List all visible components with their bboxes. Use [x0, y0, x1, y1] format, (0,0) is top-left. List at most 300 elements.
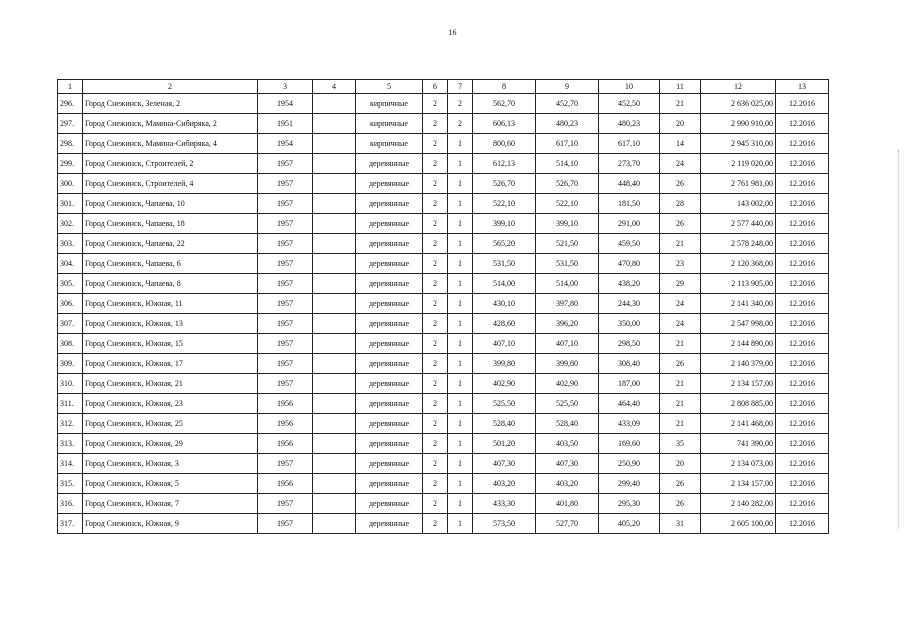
cell-entrances: 1	[448, 434, 473, 454]
table-row	[58, 174, 829, 194]
cell-address: Город Снежинск, Южная, 11	[83, 294, 258, 314]
cell-floors: 2	[423, 374, 448, 394]
cell-total-area: 407,30	[473, 454, 536, 474]
cell-total-area: 606,13	[473, 114, 536, 134]
cell-row-number: 296.	[58, 94, 83, 114]
cell-period: 12.2016	[776, 494, 829, 514]
cell-living-area: 521,50	[536, 234, 599, 254]
cell-period: 12.2016	[776, 414, 829, 434]
cell-row-number: 301.	[58, 194, 83, 214]
header-cell-row-number: 1	[58, 80, 83, 94]
cell-address: Город Снежинск, Мамина-Сибиряка, 4	[83, 134, 258, 154]
cell-entrances: 1	[448, 474, 473, 494]
cell-wall-material: деревянные	[356, 394, 423, 414]
table-row	[58, 454, 829, 474]
cell-wall-material: кирпичные	[356, 94, 423, 114]
cell-floors: 2	[423, 94, 448, 114]
table-row	[58, 274, 829, 294]
cell-total-area: 430,10	[473, 294, 536, 314]
cell-col-4	[313, 254, 356, 274]
cell-residential-area: 291,00	[599, 214, 660, 234]
cell-wall-material: деревянные	[356, 434, 423, 454]
header-cell-cost: 12	[701, 80, 776, 94]
cell-living-area: 528,40	[536, 414, 599, 434]
cell-living-area: 531,50	[536, 254, 599, 274]
cell-total-area: 402,90	[473, 374, 536, 394]
cell-col-4	[313, 174, 356, 194]
cell-entrances: 1	[448, 394, 473, 414]
cell-entrances: 1	[448, 494, 473, 514]
cell-year-built: 1956	[258, 394, 313, 414]
housing-register-table	[57, 79, 829, 534]
cell-residents: 21	[660, 374, 701, 394]
cell-floors: 2	[423, 174, 448, 194]
cell-address: Город Снежинск, Строителей, 2	[83, 154, 258, 174]
cell-cost: 2 141 340,00	[701, 294, 776, 314]
header-cell-wall-material: 5	[356, 80, 423, 94]
cell-period: 12.2016	[776, 234, 829, 254]
cell-residents: 24	[660, 314, 701, 334]
cell-address: Город Снежинск, Чапаева, 6	[83, 254, 258, 274]
cell-row-number: 308.	[58, 334, 83, 354]
cell-cost: 2 636 025,00	[701, 94, 776, 114]
cell-row-number: 305.	[58, 274, 83, 294]
cell-address: Город Снежинск, Зеленая, 2	[83, 94, 258, 114]
cell-wall-material: деревянные	[356, 294, 423, 314]
cell-cost: 2 808 885,00	[701, 394, 776, 414]
cell-cost: 741 390,00	[701, 434, 776, 454]
table-row	[58, 374, 829, 394]
cell-row-number: 310.	[58, 374, 83, 394]
table-row	[58, 414, 829, 434]
cell-row-number: 297.	[58, 114, 83, 134]
cell-wall-material: деревянные	[356, 494, 423, 514]
table-row	[58, 474, 829, 494]
cell-entrances: 1	[448, 374, 473, 394]
cell-residents: 20	[660, 454, 701, 474]
cell-floors: 2	[423, 194, 448, 214]
cell-living-area: 407,10	[536, 334, 599, 354]
cell-year-built: 1954	[258, 94, 313, 114]
cell-cost: 2 140 379,00	[701, 354, 776, 374]
cell-wall-material: деревянные	[356, 314, 423, 334]
cell-year-built: 1957	[258, 174, 313, 194]
cell-living-area: 397,80	[536, 294, 599, 314]
cell-entrances: 2	[448, 114, 473, 134]
cell-living-area: 402,90	[536, 374, 599, 394]
cell-residents: 21	[660, 234, 701, 254]
cell-living-area: 399,10	[536, 214, 599, 234]
cell-living-area: 527,70	[536, 514, 599, 534]
header-cell-year-built: 3	[258, 80, 313, 94]
cell-col-4	[313, 494, 356, 514]
cell-col-4	[313, 414, 356, 434]
cell-residents: 24	[660, 154, 701, 174]
cell-entrances: 1	[448, 134, 473, 154]
table-row	[58, 514, 829, 534]
cell-address: Город Снежинск, Чапаева, 18	[83, 214, 258, 234]
cell-address: Город Снежинск, Южная, 23	[83, 394, 258, 414]
header-cell-residential-area: 10	[599, 80, 660, 94]
cell-residents: 14	[660, 134, 701, 154]
cell-entrances: 1	[448, 274, 473, 294]
cell-wall-material: деревянные	[356, 414, 423, 434]
cell-cost: 2 113 905,00	[701, 274, 776, 294]
table-row	[58, 234, 829, 254]
cell-col-4	[313, 274, 356, 294]
cell-period: 12.2016	[776, 374, 829, 394]
cell-cost: 2 945 310,00	[701, 134, 776, 154]
cell-cost: 2 990 910,00	[701, 114, 776, 134]
cell-residents: 23	[660, 254, 701, 274]
cell-residential-area: 187,00	[599, 374, 660, 394]
cell-cost: 2 761 981,00	[701, 174, 776, 194]
cell-wall-material: деревянные	[356, 194, 423, 214]
cell-period: 12.2016	[776, 434, 829, 454]
cell-residents: 24	[660, 294, 701, 314]
cell-col-4	[313, 334, 356, 354]
cell-row-number: 309.	[58, 354, 83, 374]
cell-floors: 2	[423, 514, 448, 534]
cell-year-built: 1956	[258, 474, 313, 494]
cell-col-4	[313, 234, 356, 254]
cell-row-number: 306.	[58, 294, 83, 314]
cell-residential-area: 405,20	[599, 514, 660, 534]
cell-residential-area: 448,40	[599, 174, 660, 194]
cell-year-built: 1957	[258, 154, 313, 174]
cell-address: Город Снежинск, Южная, 5	[83, 474, 258, 494]
cell-total-area: 562,70	[473, 94, 536, 114]
cell-wall-material: деревянные	[356, 514, 423, 534]
cell-residential-area: 169,60	[599, 434, 660, 454]
cell-entrances: 1	[448, 314, 473, 334]
cell-period: 12.2016	[776, 294, 829, 314]
cell-floors: 2	[423, 254, 448, 274]
cell-col-4	[313, 114, 356, 134]
cell-cost: 2 119 020,00	[701, 154, 776, 174]
cell-address: Город Снежинск, Чапаева, 10	[83, 194, 258, 214]
cell-residential-area: 459,50	[599, 234, 660, 254]
cell-living-area: 396,20	[536, 314, 599, 334]
cell-period: 12.2016	[776, 194, 829, 214]
cell-col-4	[313, 434, 356, 454]
cell-row-number: 315.	[58, 474, 83, 494]
cell-wall-material: деревянные	[356, 354, 423, 374]
cell-cost: 2 134 157,00	[701, 374, 776, 394]
cell-residents: 28	[660, 194, 701, 214]
cell-living-area: 522,10	[536, 194, 599, 214]
header-cell-residents: 11	[660, 80, 701, 94]
cell-residential-area: 181,50	[599, 194, 660, 214]
cell-living-area: 617,10	[536, 134, 599, 154]
cell-floors: 2	[423, 154, 448, 174]
cell-living-area: 452,70	[536, 94, 599, 114]
cell-wall-material: деревянные	[356, 234, 423, 254]
table-row	[58, 314, 829, 334]
cell-period: 12.2016	[776, 274, 829, 294]
cell-period: 12.2016	[776, 254, 829, 274]
cell-entrances: 1	[448, 514, 473, 534]
cell-col-4	[313, 454, 356, 474]
cell-row-number: 314.	[58, 454, 83, 474]
cell-residents: 31	[660, 514, 701, 534]
cell-year-built: 1957	[258, 194, 313, 214]
cell-total-area: 428,60	[473, 314, 536, 334]
cell-year-built: 1957	[258, 214, 313, 234]
cell-total-area: 528,40	[473, 414, 536, 434]
cell-residents: 21	[660, 94, 701, 114]
cell-row-number: 317.	[58, 514, 83, 534]
cell-col-4	[313, 374, 356, 394]
cell-period: 12.2016	[776, 314, 829, 334]
cell-living-area: 526,70	[536, 174, 599, 194]
cell-entrances: 1	[448, 234, 473, 254]
cell-floors: 2	[423, 394, 448, 414]
cell-floors: 2	[423, 414, 448, 434]
header-cell-address: 2	[83, 80, 258, 94]
table-row	[58, 194, 829, 214]
cell-living-area: 399,80	[536, 354, 599, 374]
table-row	[58, 94, 829, 114]
cell-address: Город Снежинск, Южная, 21	[83, 374, 258, 394]
cell-residents: 26	[660, 214, 701, 234]
cell-year-built: 1956	[258, 414, 313, 434]
cell-period: 12.2016	[776, 354, 829, 374]
cell-residents: 35	[660, 434, 701, 454]
cell-entrances: 1	[448, 354, 473, 374]
cell-total-area: 514,00	[473, 274, 536, 294]
cell-year-built: 1957	[258, 334, 313, 354]
cell-residents: 26	[660, 174, 701, 194]
cell-cost: 2 144 890,00	[701, 334, 776, 354]
cell-col-4	[313, 214, 356, 234]
cell-wall-material: кирпичные	[356, 114, 423, 134]
cell-floors: 2	[423, 134, 448, 154]
cell-cost: 143 002,00	[701, 194, 776, 214]
cell-living-area: 403,20	[536, 474, 599, 494]
cell-year-built: 1957	[258, 454, 313, 474]
cell-entrances: 1	[448, 254, 473, 274]
cell-cost: 2 140 282,00	[701, 494, 776, 514]
cell-wall-material: деревянные	[356, 214, 423, 234]
cell-year-built: 1956	[258, 434, 313, 454]
cell-total-area: 433,30	[473, 494, 536, 514]
cell-col-4	[313, 154, 356, 174]
cell-floors: 2	[423, 454, 448, 474]
cell-floors: 2	[423, 234, 448, 254]
cell-address: Город Снежинск, Южная, 17	[83, 354, 258, 374]
cell-period: 12.2016	[776, 474, 829, 494]
cell-entrances: 1	[448, 194, 473, 214]
cell-floors: 2	[423, 214, 448, 234]
cell-total-area: 399,10	[473, 214, 536, 234]
cell-residential-area: 470,80	[599, 254, 660, 274]
cell-residents: 21	[660, 394, 701, 414]
cell-address: Город Снежинск, Южная, 25	[83, 414, 258, 434]
cell-living-area: 514,10	[536, 154, 599, 174]
cell-wall-material: деревянные	[356, 474, 423, 494]
cell-row-number: 312.	[58, 414, 83, 434]
cell-residential-area: 617,10	[599, 134, 660, 154]
cell-cost: 2 605 100,00	[701, 514, 776, 534]
cell-residential-area: 350,00	[599, 314, 660, 334]
scan-artifact	[898, 150, 901, 530]
cell-year-built: 1957	[258, 514, 313, 534]
cell-wall-material: деревянные	[356, 274, 423, 294]
cell-col-4	[313, 394, 356, 414]
cell-living-area: 480,23	[536, 114, 599, 134]
table-row	[58, 494, 829, 514]
cell-year-built: 1957	[258, 374, 313, 394]
cell-row-number: 302.	[58, 214, 83, 234]
cell-living-area: 401,80	[536, 494, 599, 514]
cell-period: 12.2016	[776, 454, 829, 474]
cell-floors: 2	[423, 354, 448, 374]
table-header-row	[58, 80, 829, 94]
cell-floors: 2	[423, 494, 448, 514]
table-row	[58, 114, 829, 134]
cell-year-built: 1957	[258, 254, 313, 274]
cell-cost: 2 577 440,00	[701, 214, 776, 234]
cell-residential-area: 295,30	[599, 494, 660, 514]
cell-floors: 2	[423, 434, 448, 454]
cell-period: 12.2016	[776, 114, 829, 134]
table-row	[58, 394, 829, 414]
cell-entrances: 1	[448, 334, 473, 354]
cell-cost: 2 578 248,00	[701, 234, 776, 254]
cell-residential-area: 298,50	[599, 334, 660, 354]
cell-address: Город Снежинск, Южная, 13	[83, 314, 258, 334]
cell-year-built: 1957	[258, 274, 313, 294]
table-row	[58, 154, 829, 174]
cell-year-built: 1957	[258, 314, 313, 334]
cell-address: Город Снежинск, Южная, 29	[83, 434, 258, 454]
cell-wall-material: кирпичные	[356, 134, 423, 154]
cell-total-area: 612,13	[473, 154, 536, 174]
cell-cost: 2 141 468,00	[701, 414, 776, 434]
cell-col-4	[313, 134, 356, 154]
cell-col-4	[313, 514, 356, 534]
cell-period: 12.2016	[776, 394, 829, 414]
cell-cost: 2 547 998,00	[701, 314, 776, 334]
cell-residential-area: 452,50	[599, 94, 660, 114]
cell-entrances: 2	[448, 94, 473, 114]
cell-entrances: 1	[448, 154, 473, 174]
cell-living-area: 525,50	[536, 394, 599, 414]
cell-floors: 2	[423, 314, 448, 334]
cell-row-number: 307.	[58, 314, 83, 334]
cell-residential-area: 308,40	[599, 354, 660, 374]
cell-year-built: 1957	[258, 494, 313, 514]
cell-col-4	[313, 294, 356, 314]
cell-cost: 2 134 073,00	[701, 454, 776, 474]
cell-period: 12.2016	[776, 334, 829, 354]
cell-total-area: 573,50	[473, 514, 536, 534]
cell-address: Город Снежинск, Южная, 3	[83, 454, 258, 474]
cell-col-4	[313, 94, 356, 114]
cell-address: Город Снежинск, Южная, 7	[83, 494, 258, 514]
cell-residents: 26	[660, 494, 701, 514]
table-row	[58, 354, 829, 374]
cell-address: Город Снежинск, Чапаева, 8	[83, 274, 258, 294]
cell-wall-material: деревянные	[356, 374, 423, 394]
cell-wall-material: деревянные	[356, 154, 423, 174]
cell-period: 12.2016	[776, 134, 829, 154]
cell-residents: 29	[660, 274, 701, 294]
cell-total-area: 565,20	[473, 234, 536, 254]
cell-year-built: 1957	[258, 294, 313, 314]
table-body	[58, 94, 829, 534]
cell-wall-material: деревянные	[356, 254, 423, 274]
cell-residents: 26	[660, 474, 701, 494]
table-row	[58, 334, 829, 354]
cell-row-number: 298.	[58, 134, 83, 154]
cell-total-area: 522,10	[473, 194, 536, 214]
cell-address: Город Снежинск, Мамина-Сибиряка, 2	[83, 114, 258, 134]
cell-wall-material: деревянные	[356, 454, 423, 474]
cell-wall-material: деревянные	[356, 174, 423, 194]
cell-residential-area: 244,30	[599, 294, 660, 314]
cell-floors: 2	[423, 114, 448, 134]
cell-residents: 20	[660, 114, 701, 134]
cell-period: 12.2016	[776, 94, 829, 114]
cell-entrances: 1	[448, 414, 473, 434]
table-row	[58, 434, 829, 454]
cell-period: 12.2016	[776, 154, 829, 174]
cell-address: Город Снежинск, Южная, 9	[83, 514, 258, 534]
cell-entrances: 1	[448, 454, 473, 474]
cell-floors: 2	[423, 474, 448, 494]
table-row	[58, 294, 829, 314]
cell-total-area: 531,50	[473, 254, 536, 274]
cell-floors: 2	[423, 334, 448, 354]
cell-total-area: 403,20	[473, 474, 536, 494]
cell-total-area: 501,20	[473, 434, 536, 454]
page-number: 16	[448, 28, 457, 37]
cell-entrances: 1	[448, 294, 473, 314]
cell-floors: 2	[423, 294, 448, 314]
table-row	[58, 134, 829, 154]
cell-entrances: 1	[448, 214, 473, 234]
cell-residents: 21	[660, 334, 701, 354]
cell-year-built: 1957	[258, 234, 313, 254]
cell-residential-area: 433,09	[599, 414, 660, 434]
cell-total-area: 525,50	[473, 394, 536, 414]
cell-cost: 2 120 368,00	[701, 254, 776, 274]
cell-year-built: 1957	[258, 354, 313, 374]
header-cell-period: 13	[776, 80, 829, 94]
cell-total-area: 526,70	[473, 174, 536, 194]
cell-wall-material: деревянные	[356, 334, 423, 354]
cell-residents: 26	[660, 354, 701, 374]
cell-residential-area: 464,40	[599, 394, 660, 414]
cell-residential-area: 480,23	[599, 114, 660, 134]
cell-total-area: 407,10	[473, 334, 536, 354]
cell-living-area: 403,50	[536, 434, 599, 454]
cell-year-built: 1954	[258, 134, 313, 154]
table-row	[58, 214, 829, 234]
cell-residential-area: 273,70	[599, 154, 660, 174]
table-row	[58, 254, 829, 274]
header-cell-floors: 6	[423, 80, 448, 94]
cell-cost: 2 134 157,00	[701, 474, 776, 494]
cell-year-built: 1951	[258, 114, 313, 134]
cell-living-area: 407,30	[536, 454, 599, 474]
cell-living-area: 514,00	[536, 274, 599, 294]
cell-residential-area: 438,20	[599, 274, 660, 294]
cell-row-number: 313.	[58, 434, 83, 454]
cell-row-number: 300.	[58, 174, 83, 194]
